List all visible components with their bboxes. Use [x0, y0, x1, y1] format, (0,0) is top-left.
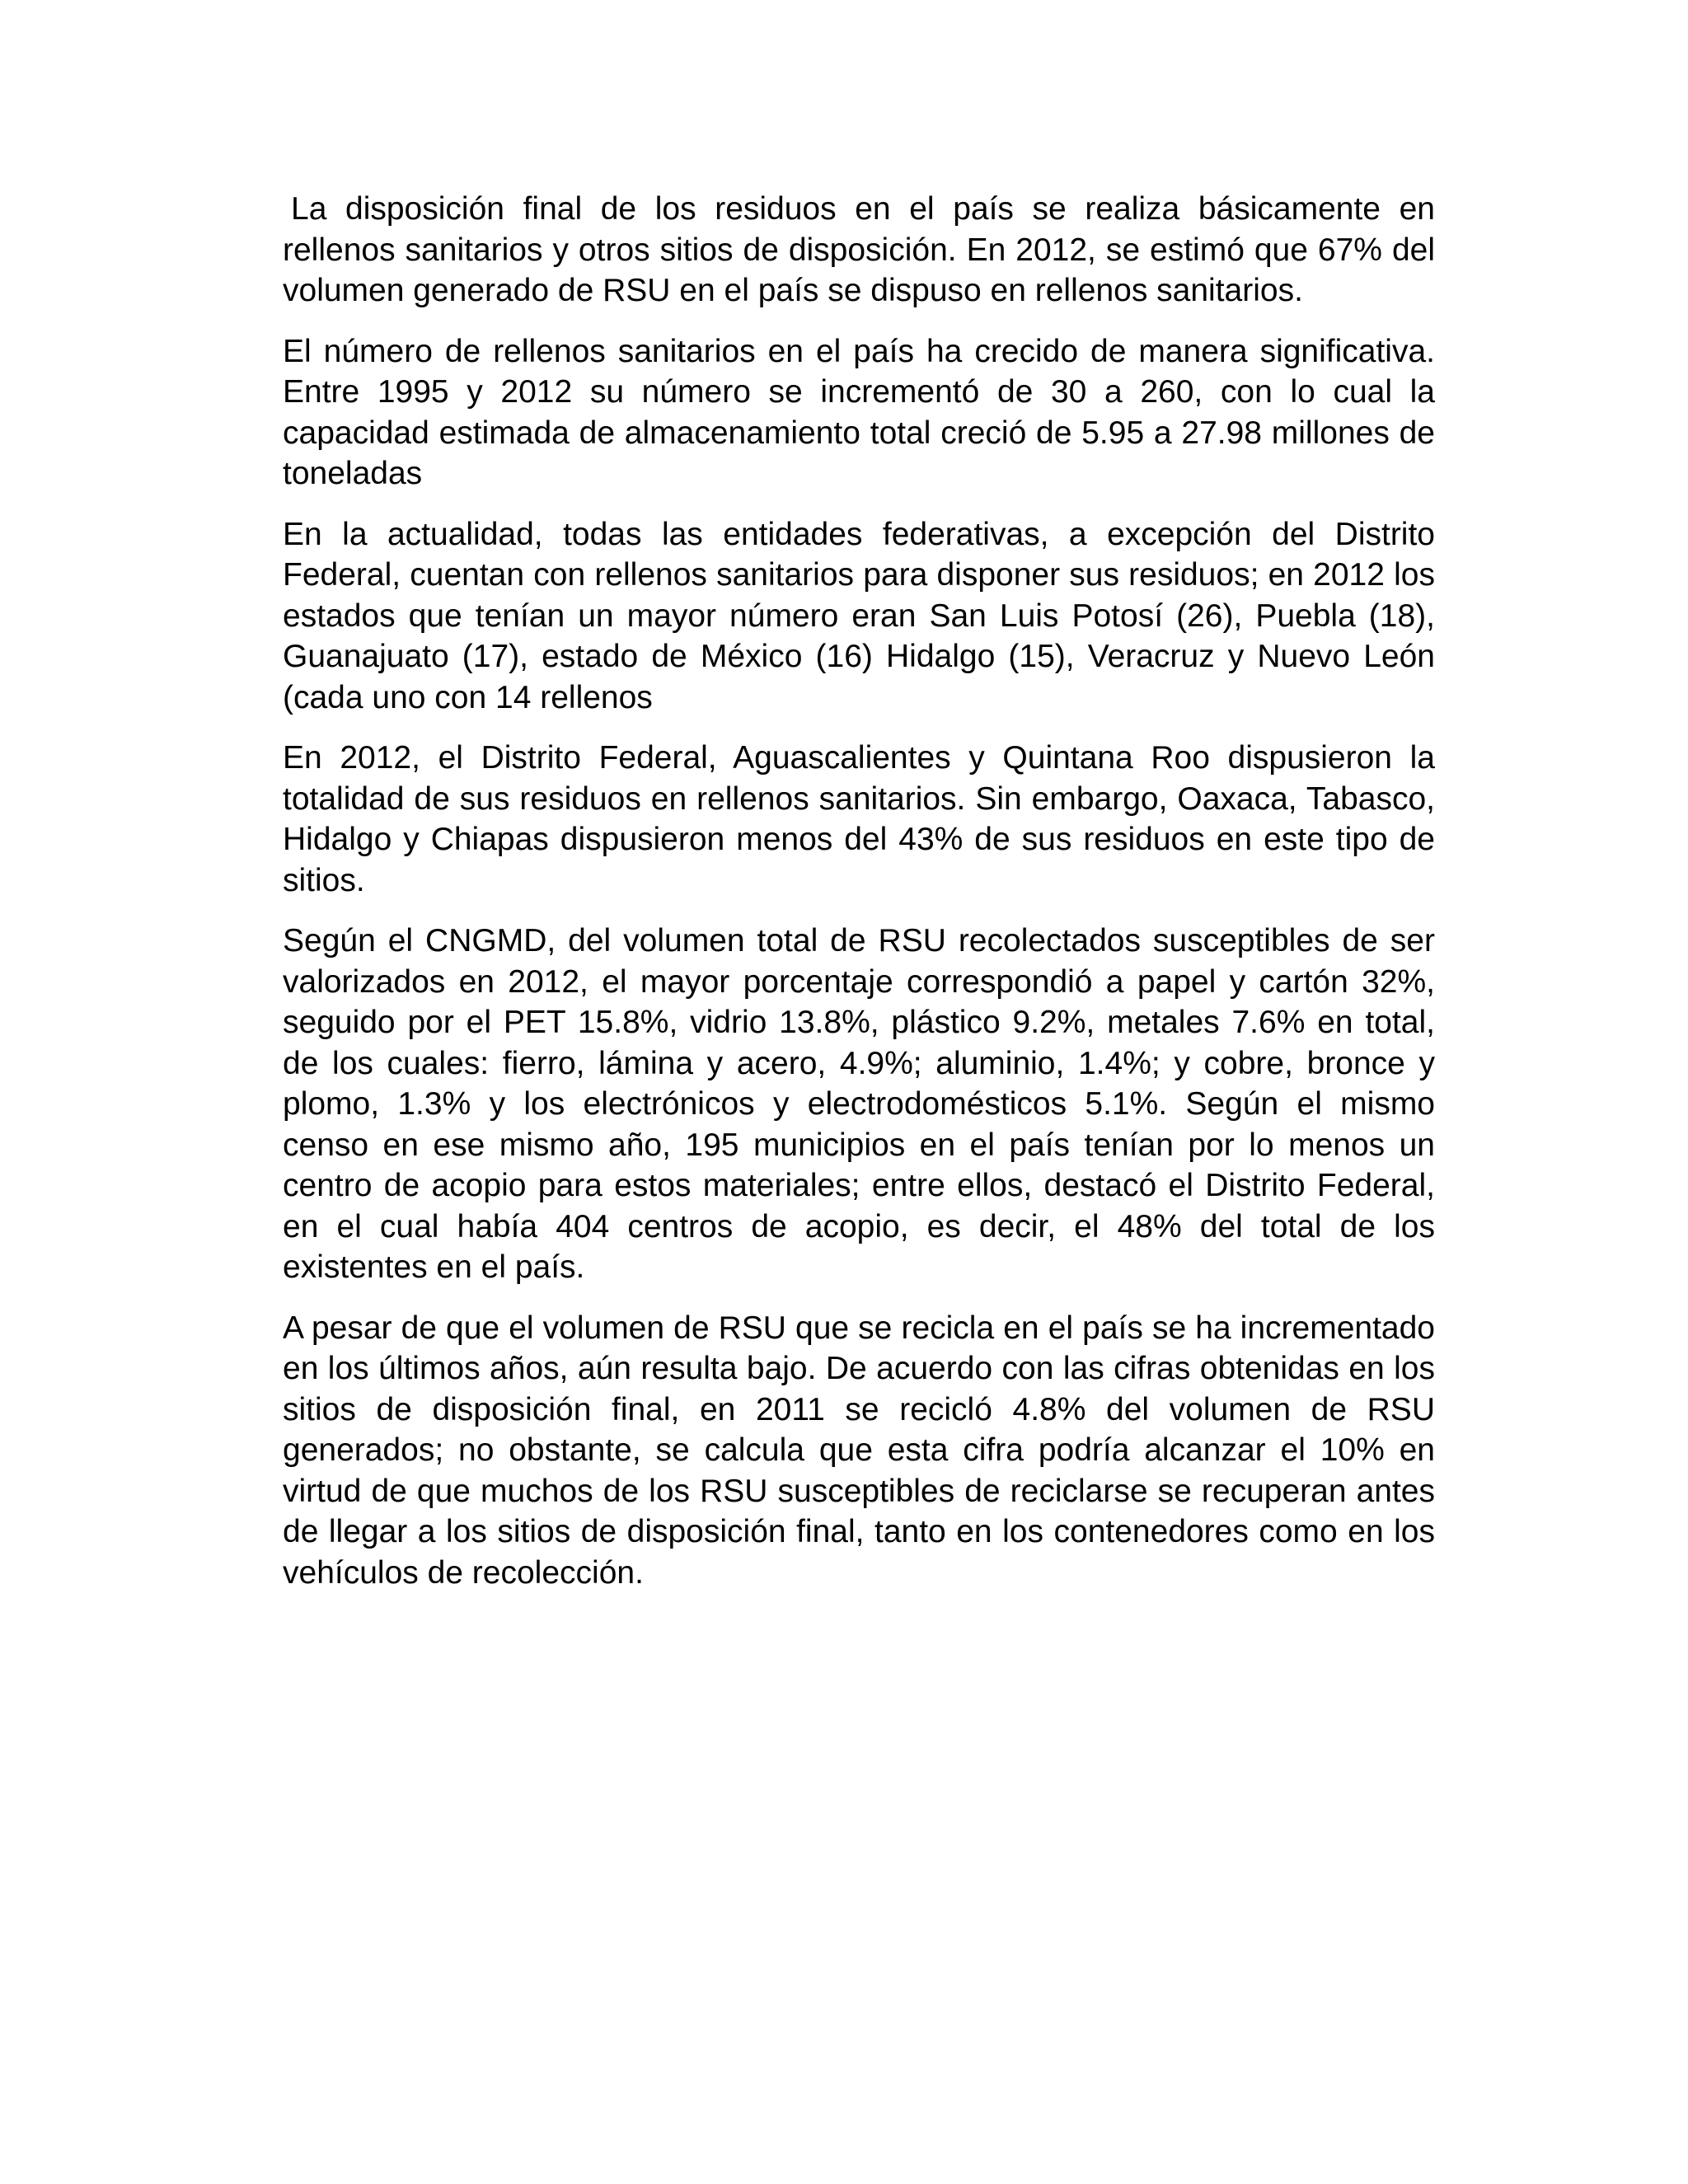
paragraph-entidades-federativas: En la actualidad, todas las entidades federativas, a excepción del Distrito Federal, cuentan con rellenos sanitarios para disponer sus residuos; en 2012 los estados que tenían un mayor número eran San Luis Potosí (26), Puebla (18), Guanajuato (17), estado de México (16) Hidalgo (15), Veracruz y Nuevo León (cada uno con 14 rellenos [283, 516, 1435, 715]
paragraph-valorizacion-cngmd: Según el CNGMD, del volumen total de RSU recolectados susceptibles de ser valorizados en 2012, el mayor porcentaje correspondió a papel y cartón 32%, seguido por el PET 15.8%, vidrio 13.8%, plástico 9.2%, metales 7.6% en total, de los cuales: fierro, lámina y acero, 4.9%; aluminio, 1.4%; y cobre, bronce y plomo, 1.3% y los electrónicos y electrodomésticos 5.1%. Según el mismo censo en ese mismo año, 195 municipios en el país tenían por lo menos un centro de acopio para estos materiales; entre ellos, destacó el Distrito Federal, en el cual había 404 centros de acopio, es decir, el 48% del total de los existentes en el país. [283, 923, 1435, 1285]
paragraph-reciclaje: A pesar de que el volumen de RSU que se recicla en el país se ha incrementado en los últimos años, aún resulta bajo. De acuerdo con las cifras obtenidas en los sitios de disposición final, en 2011 se recicló 4.8% del volumen de RSU generados; no obstante, se calcula que esta cifra podría alcanzar el 10% en virtud de que muchos de los RSU susceptibles de reciclarse se recuperan antes de llegar a los sitios de disposición final, tanto en los contenedores como en los vehículos de recolección. [283, 1310, 1435, 1591]
document-body [283, 189, 1435, 1613]
paragraph-rellenos-crecimiento: El número de rellenos sanitarios en el país ha crecido de manera significativa. Entre 1995 y 2012 su número se incrementó de 30 a 260, con lo cual la capacidad estimada de almacenamiento total creció de 5.95 a 27.98 millones de toneladas [283, 333, 1435, 491]
paragraph-disposicion-final: La disposición final de los residuos en el país se realiza básicamente en rellenos sanitarios y otros sitios de disposición. En 2012, se estimó que 67% del volumen generado de RSU en el país se dispuso en rellenos sanitarios. [283, 191, 1435, 308]
paragraph-disposicion-por-estado: En 2012, el Distrito Federal, Aguascalientes y Quintana Roo dispusieron la totalidad de sus residuos en rellenos sanitarios. Sin embargo, Oaxaca, Tabasco, Hidalgo y Chiapas dispusieron menos del 43% de sus residuos en este tipo de sitios. [283, 740, 1435, 898]
